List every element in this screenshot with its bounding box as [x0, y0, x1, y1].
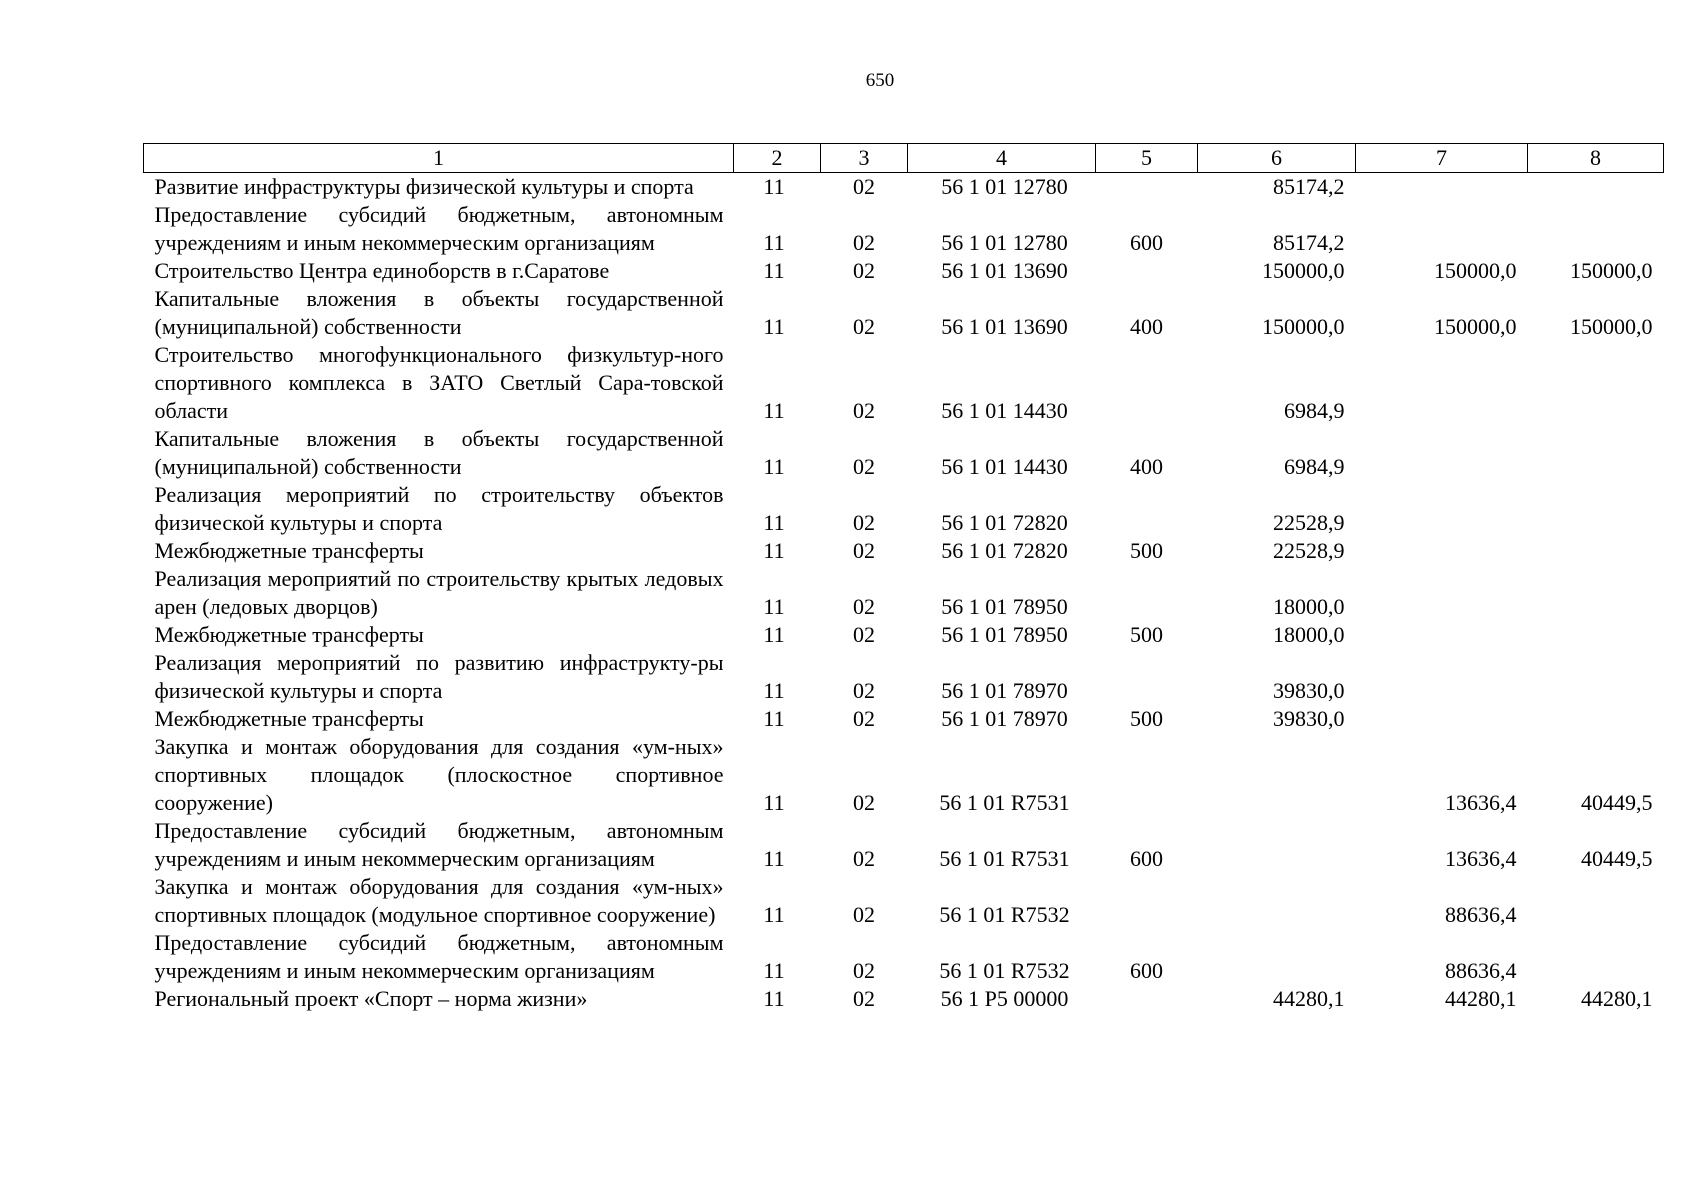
row-amount-6 [1198, 733, 1356, 817]
row-amount-6 [1198, 873, 1356, 929]
row-name: Предоставление субсидий бюджетным, автономным учреждениям и иным некоммерческим организациям [154, 202, 724, 255]
row-subsection: 02 [853, 314, 875, 339]
row-expense-type: 500 [1130, 622, 1163, 647]
header-col-8: 8 [1528, 144, 1664, 173]
table-row [144, 257, 1664, 285]
row-expense-type [1096, 985, 1198, 1013]
row-subsection: 02 [853, 230, 875, 255]
row-target-code: 56 1 01 72820 [941, 510, 1068, 535]
row-name: Закупка и монтаж оборудования для создания «ум-ных» спортивных площадок (модульное спортивное сооружение) [154, 874, 724, 927]
row-amount-8 [1528, 565, 1664, 621]
row-amount-6: 22528,9 [1273, 538, 1345, 563]
table-row [144, 621, 1664, 649]
row-subsection: 02 [853, 902, 875, 927]
row-expense-type [1096, 257, 1198, 285]
row-expense-type: 400 [1130, 454, 1163, 479]
row-amount-7: 150000,0 [1434, 258, 1517, 283]
row-section: 11 [763, 538, 785, 563]
row-subsection: 02 [853, 594, 875, 619]
row-expense-type [1096, 173, 1198, 202]
table-row [144, 929, 1664, 985]
row-subsection: 02 [853, 454, 875, 479]
row-name: Строительство многофункционального физкультур-ного спортивного комплекса в ЗАТО Светлый Сара-товской области [154, 342, 724, 423]
header-col-2: 2 [734, 144, 821, 173]
row-amount-7: 88636,4 [1445, 958, 1517, 983]
row-amount-8 [1528, 705, 1664, 733]
row-target-code: 56 1 01 R7532 [939, 902, 1070, 927]
row-section: 11 [763, 706, 785, 731]
row-expense-type: 600 [1130, 230, 1163, 255]
row-subsection: 02 [853, 174, 875, 199]
row-name: Строительство Центра единоборств в г.Саратове [154, 258, 610, 283]
row-expense-type: 500 [1130, 706, 1163, 731]
row-amount-8 [1528, 873, 1664, 929]
row-expense-type [1096, 565, 1198, 621]
row-name: Реализация мероприятий по развитию инфраструкту-ры физической культуры и спорта [154, 650, 724, 703]
row-amount-8 [1528, 201, 1664, 257]
row-amount-6: 18000,0 [1273, 622, 1345, 647]
row-subsection: 02 [853, 258, 875, 283]
row-expense-type [1096, 341, 1198, 425]
row-name: Капитальные вложения в объекты государственной (муниципальной) собственности [154, 286, 724, 339]
row-target-code: 56 1 01 R7531 [939, 846, 1070, 871]
row-amount-8: 150000,0 [1570, 314, 1653, 339]
header-col-1: 1 [144, 144, 734, 173]
row-amount-8 [1528, 341, 1664, 425]
row-name: Развитие инфраструктуры физической культуры и спорта [154, 174, 694, 199]
row-section: 11 [763, 398, 785, 423]
row-section: 11 [763, 594, 785, 619]
row-expense-type [1096, 481, 1198, 537]
table-row [144, 425, 1664, 481]
table-row [144, 873, 1664, 929]
row-section: 11 [763, 902, 785, 927]
row-subsection: 02 [853, 986, 875, 1011]
row-section: 11 [763, 258, 785, 283]
row-subsection: 02 [853, 398, 875, 423]
header-row [144, 144, 1664, 173]
table-row [144, 733, 1664, 817]
row-subsection: 02 [853, 622, 875, 647]
row-target-code: 56 1 01 72820 [941, 538, 1068, 563]
table-row [144, 649, 1664, 705]
row-name: Реализация мероприятий по строительству крытых ледовых арен (ледовых дворцов) [154, 566, 724, 619]
row-expense-type: 500 [1130, 538, 1163, 563]
row-amount-6: 150000,0 [1262, 314, 1345, 339]
row-target-code: 56 1 01 78970 [941, 678, 1068, 703]
row-amount-6 [1198, 817, 1356, 873]
row-amount-6: 85174,2 [1273, 174, 1345, 199]
row-name: Межбюджетные трансферты [154, 622, 424, 647]
row-section: 11 [763, 622, 785, 647]
row-target-code: 56 1 01 R7532 [939, 958, 1070, 983]
row-amount-6 [1198, 929, 1356, 985]
row-subsection: 02 [853, 790, 875, 815]
row-expense-type [1096, 649, 1198, 705]
row-amount-8 [1528, 173, 1664, 202]
row-subsection: 02 [853, 846, 875, 871]
row-target-code: 56 1 01 14430 [941, 398, 1068, 423]
row-subsection: 02 [853, 538, 875, 563]
row-target-code: 56 1 01 13690 [941, 258, 1068, 283]
row-section: 11 [763, 510, 785, 535]
header-col-7: 7 [1356, 144, 1528, 173]
row-target-code: 56 1 01 78950 [941, 622, 1068, 647]
table-row [144, 481, 1664, 537]
row-target-code: 56 1 01 12780 [941, 230, 1068, 255]
row-amount-6: 6984,9 [1284, 454, 1345, 479]
row-amount-6: 18000,0 [1273, 594, 1345, 619]
row-expense-type: 600 [1130, 958, 1163, 983]
row-expense-type: 400 [1130, 314, 1163, 339]
row-amount-8 [1528, 481, 1664, 537]
row-name: Межбюджетные трансферты [154, 706, 424, 731]
row-amount-7 [1356, 173, 1528, 202]
table-row [144, 565, 1664, 621]
row-amount-8: 44280,1 [1581, 986, 1653, 1011]
header-col-3: 3 [821, 144, 908, 173]
row-section: 11 [763, 986, 785, 1011]
table-row [144, 173, 1664, 202]
row-expense-type [1096, 873, 1198, 929]
table-row [144, 341, 1664, 425]
row-section: 11 [763, 958, 785, 983]
row-target-code: 56 1 01 R7531 [939, 790, 1070, 815]
row-amount-7: 44280,1 [1445, 986, 1517, 1011]
row-amount-8 [1528, 649, 1664, 705]
row-name: Закупка и монтаж оборудования для создания «ум-ных» спортивных площадок (плоскостное спортивное сооружение) [154, 734, 724, 815]
row-amount-6: 85174,2 [1273, 230, 1345, 255]
row-name: Реализация мероприятий по строительству объектов физической культуры и спорта [154, 482, 724, 535]
table-body [144, 173, 1664, 1014]
table-row [144, 201, 1664, 257]
row-amount-8 [1528, 425, 1664, 481]
row-amount-7: 13636,4 [1445, 846, 1517, 871]
row-subsection: 02 [853, 678, 875, 703]
table-row [144, 537, 1664, 565]
row-amount-6: 39830,0 [1273, 678, 1345, 703]
row-target-code: 56 1 01 14430 [941, 454, 1068, 479]
row-amount-6: 150000,0 [1262, 258, 1345, 283]
row-amount-7 [1356, 621, 1528, 649]
header-col-5: 5 [1096, 144, 1198, 173]
row-section: 11 [763, 314, 785, 339]
row-target-code: 56 1 01 78970 [941, 706, 1068, 731]
row-name: Предоставление субсидий бюджетным, автономным учреждениям и иным некоммерческим организациям [154, 818, 724, 871]
row-amount-8: 150000,0 [1570, 258, 1653, 283]
table-row [144, 817, 1664, 873]
row-amount-7 [1356, 201, 1528, 257]
table-row [144, 285, 1664, 341]
row-amount-6: 6984,9 [1284, 398, 1345, 423]
row-target-code: 56 1 01 12780 [941, 174, 1068, 199]
row-amount-7: 150000,0 [1434, 314, 1517, 339]
row-amount-7: 88636,4 [1445, 902, 1517, 927]
row-name: Региональный проект «Спорт – норма жизни» [154, 986, 588, 1011]
table-row [144, 985, 1664, 1013]
table-row [144, 705, 1664, 733]
row-section: 11 [763, 454, 785, 479]
row-amount-7 [1356, 565, 1528, 621]
budget-table [143, 143, 1664, 1013]
row-target-code: 56 1 01 78950 [941, 594, 1068, 619]
row-amount-7 [1356, 341, 1528, 425]
row-subsection: 02 [853, 958, 875, 983]
row-amount-6: 22528,9 [1273, 510, 1345, 535]
row-amount-8: 40449,5 [1581, 846, 1653, 871]
row-amount-6: 44280,1 [1273, 986, 1345, 1011]
row-amount-7: 13636,4 [1445, 790, 1517, 815]
row-amount-7 [1356, 481, 1528, 537]
row-section: 11 [763, 790, 785, 815]
row-section: 11 [763, 846, 785, 871]
row-amount-7 [1356, 537, 1528, 565]
row-section: 11 [763, 230, 785, 255]
row-target-code: 56 1 01 13690 [941, 314, 1068, 339]
header-col-4: 4 [908, 144, 1096, 173]
row-amount-8 [1528, 929, 1664, 985]
row-amount-8: 40449,5 [1581, 790, 1653, 815]
row-amount-7 [1356, 425, 1528, 481]
row-name: Предоставление субсидий бюджетным, автономным учреждениям и иным некоммерческим организациям [154, 930, 724, 983]
row-expense-type: 600 [1130, 846, 1163, 871]
row-amount-8 [1528, 537, 1664, 565]
page-number: 650 [865, 70, 895, 91]
row-subsection: 02 [853, 706, 875, 731]
row-section: 11 [763, 174, 785, 199]
row-amount-8 [1528, 621, 1664, 649]
row-amount-7 [1356, 705, 1528, 733]
row-name: Капитальные вложения в объекты государственной (муниципальной) собственности [154, 426, 724, 479]
row-section: 11 [763, 678, 785, 703]
row-subsection: 02 [853, 510, 875, 535]
row-expense-type [1096, 733, 1198, 817]
row-amount-6: 39830,0 [1273, 706, 1345, 731]
row-amount-7 [1356, 649, 1528, 705]
row-target-code: 56 1 P5 00000 [940, 986, 1069, 1011]
row-name: Межбюджетные трансферты [154, 538, 424, 563]
header-col-6: 6 [1198, 144, 1356, 173]
